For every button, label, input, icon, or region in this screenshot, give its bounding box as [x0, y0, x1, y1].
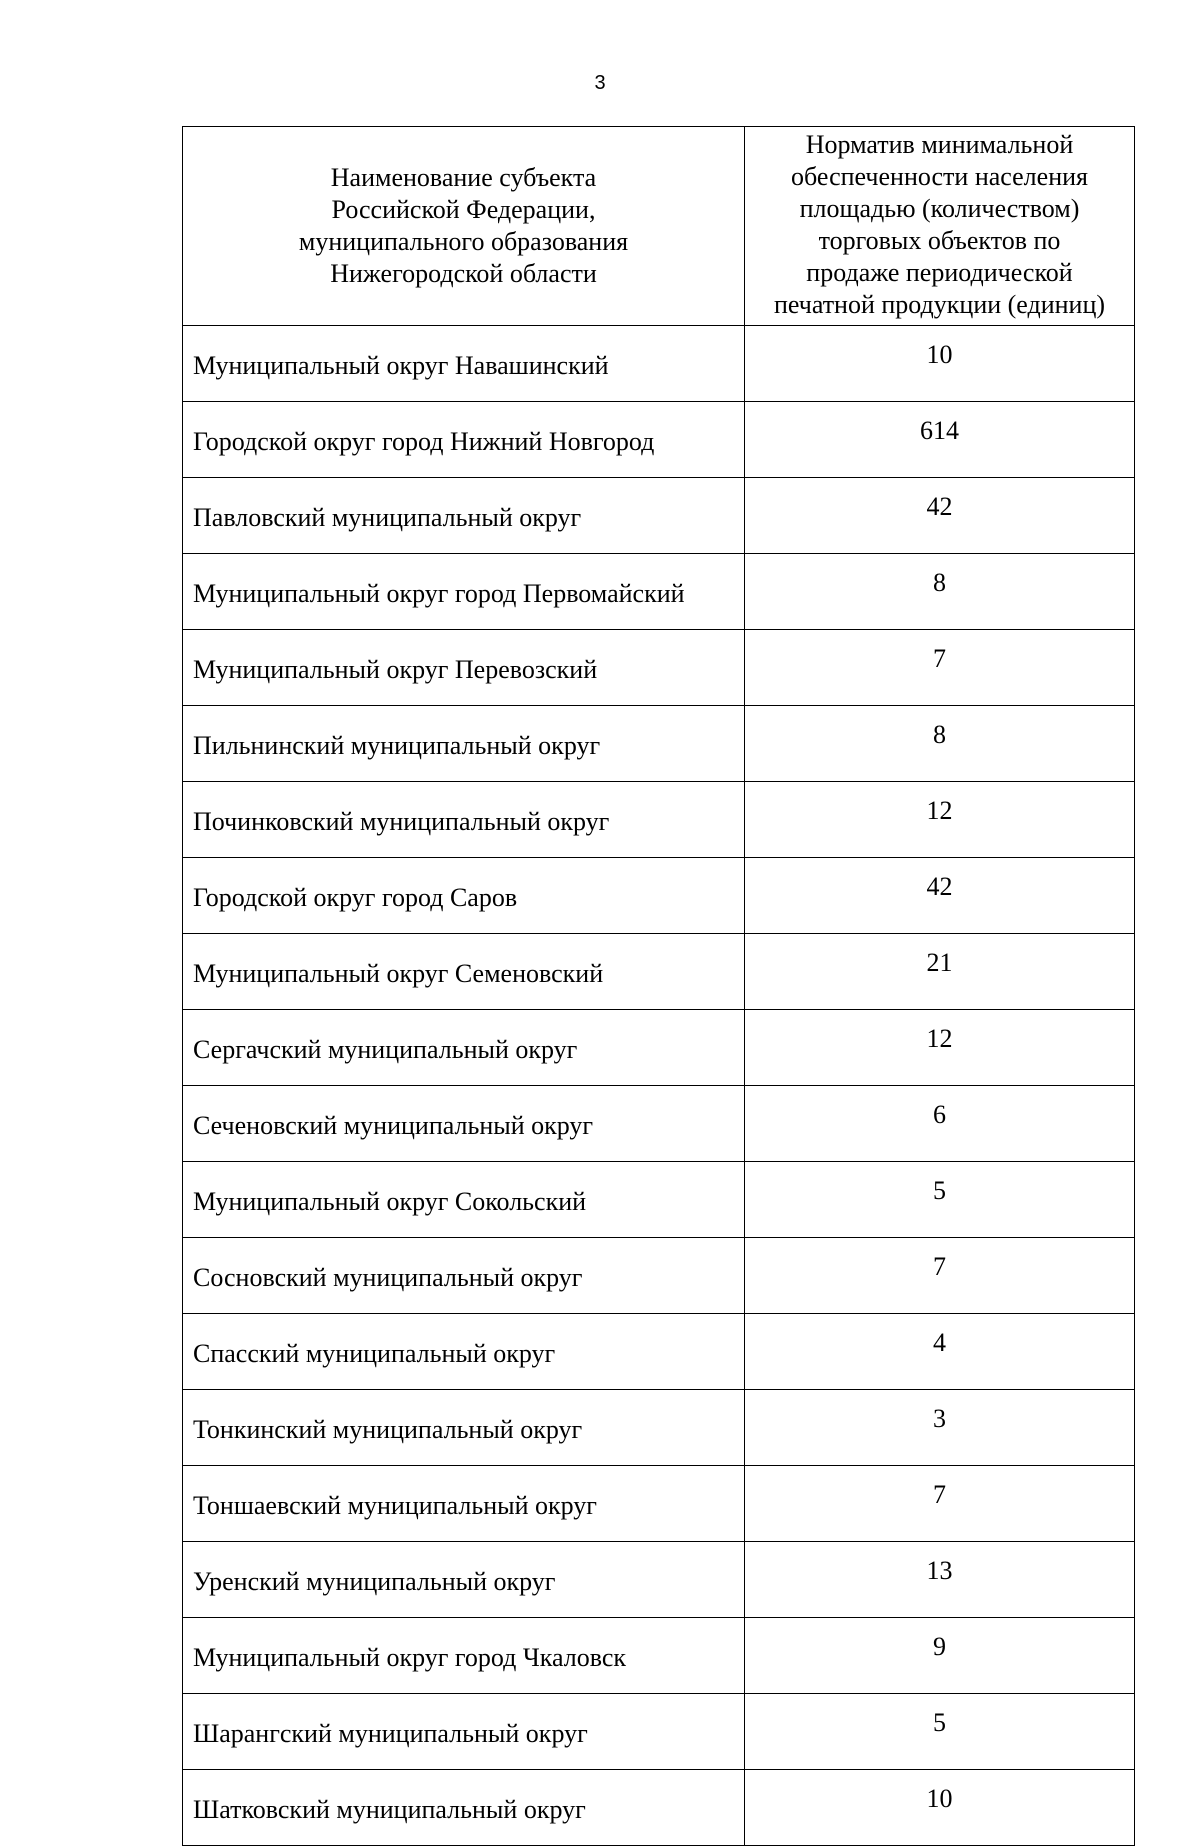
- table-body: [183, 326, 1135, 1846]
- municipality-name-cell: Тонкинский муниципальный округ: [183, 1390, 745, 1466]
- header-municipality-line: Нижегородской области: [330, 259, 597, 288]
- norm-value-cell: 4: [745, 1314, 1135, 1390]
- table-row: [183, 478, 1135, 554]
- header-norm-line: торговых объектов по: [818, 226, 1061, 255]
- municipality-name-cell: Уренский муниципальный округ: [183, 1542, 745, 1618]
- norm-value-cell: 10: [745, 1770, 1135, 1846]
- norm-value-cell: 614: [745, 402, 1135, 478]
- table-row: [183, 1162, 1135, 1238]
- table-header-row: [183, 127, 1135, 326]
- norm-value-cell: 42: [745, 478, 1135, 554]
- header-norm-line: продаже периодической: [806, 258, 1073, 287]
- norm-value-cell: 3: [745, 1390, 1135, 1466]
- norm-value-cell: 7: [745, 630, 1135, 706]
- table-row: [183, 782, 1135, 858]
- norm-value-cell: 6: [745, 1086, 1135, 1162]
- table-row: [183, 1010, 1135, 1086]
- municipality-name-cell: Пильнинский муниципальный округ: [183, 706, 745, 782]
- municipality-name-cell: Шатковский муниципальный округ: [183, 1770, 745, 1846]
- header-norm-value: [745, 127, 1135, 326]
- norm-value-cell: 8: [745, 554, 1135, 630]
- table-row: [183, 402, 1135, 478]
- header-norm-line: Норматив минимальной: [805, 130, 1074, 159]
- table-row: [183, 1238, 1135, 1314]
- header-norm-line: площадью (количеством): [799, 194, 1080, 223]
- header-municipality-line: муниципального образования: [298, 227, 629, 256]
- norm-value-cell: 10: [745, 326, 1135, 402]
- norm-value-cell: 7: [745, 1238, 1135, 1314]
- municipality-name-cell: Починковский муниципальный округ: [183, 782, 745, 858]
- norm-value-cell: 5: [745, 1162, 1135, 1238]
- norm-value-cell: 12: [745, 1010, 1135, 1086]
- table-row: [183, 934, 1135, 1010]
- norm-value-cell: 5: [745, 1694, 1135, 1770]
- municipality-name-cell: Спасский муниципальный округ: [183, 1314, 745, 1390]
- header-municipality-line: Наименование субъекта: [330, 163, 597, 192]
- municipality-name-cell: Тоншаевский муниципальный округ: [183, 1466, 745, 1542]
- table-row: [183, 1618, 1135, 1694]
- norm-value-cell: 13: [745, 1542, 1135, 1618]
- header-municipality-name: [183, 127, 745, 326]
- table-row: [183, 554, 1135, 630]
- table-row: [183, 1466, 1135, 1542]
- norm-value-cell: 42: [745, 858, 1135, 934]
- table-row: [183, 706, 1135, 782]
- municipality-name-cell: Муниципальный округ город Первомайский: [183, 554, 745, 630]
- header-municipality-line: Российской Федерации,: [331, 195, 596, 224]
- municipality-name-cell: Муниципальный округ Семеновский: [183, 934, 745, 1010]
- table-row: [183, 630, 1135, 706]
- norm-value-cell: 12: [745, 782, 1135, 858]
- norm-value-cell: 9: [745, 1618, 1135, 1694]
- municipality-name-cell: Городской округ город Саров: [183, 858, 745, 934]
- table-row: [183, 326, 1135, 402]
- municipality-name-cell: Сергачский муниципальный округ: [183, 1010, 745, 1086]
- table-row: [183, 1770, 1135, 1846]
- norms-table: [182, 126, 1135, 1846]
- table-row: [183, 1390, 1135, 1466]
- municipality-name-cell: Городской округ город Нижний Новгород: [183, 402, 745, 478]
- municipality-name-cell: Муниципальный округ Перевозский: [183, 630, 745, 706]
- table-row: [183, 858, 1135, 934]
- table-row: [183, 1086, 1135, 1162]
- page-number: 3: [594, 72, 606, 94]
- municipality-name-cell: Муниципальный округ Навашинский: [183, 326, 745, 402]
- municipality-name-cell: Шарангский муниципальный округ: [183, 1694, 745, 1770]
- municipality-name-cell: Сосновский муниципальный округ: [183, 1238, 745, 1314]
- table-row: [183, 1314, 1135, 1390]
- norm-value-cell: 7: [745, 1466, 1135, 1542]
- municipality-name-cell: Муниципальный округ город Чкаловск: [183, 1618, 745, 1694]
- municipality-name-cell: Муниципальный округ Сокольский: [183, 1162, 745, 1238]
- norm-value-cell: 8: [745, 706, 1135, 782]
- municipality-name-cell: Сеченовский муниципальный округ: [183, 1086, 745, 1162]
- norm-value-cell: 21: [745, 934, 1135, 1010]
- table-row: [183, 1542, 1135, 1618]
- municipality-name-cell: Павловский муниципальный округ: [183, 478, 745, 554]
- header-norm-line: печатной продукции (единиц): [773, 290, 1106, 319]
- table-row: [183, 1694, 1135, 1770]
- header-norm-line: обеспеченности населения: [791, 162, 1088, 191]
